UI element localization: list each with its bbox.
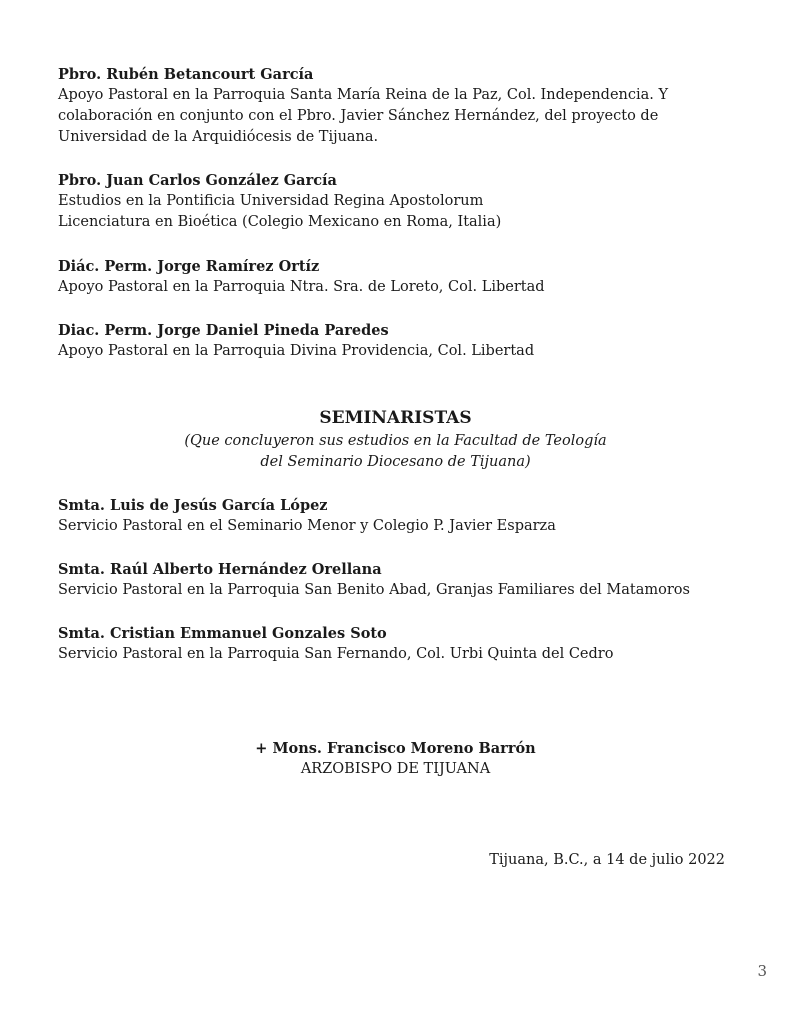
- entry-name: Pbro. Rubén Betancourt García: [58, 66, 314, 83]
- entry-name: Diác. Perm. Jorge Ramírez Ortíz: [58, 258, 320, 275]
- seminarian-entry-3: [58, 623, 738, 665]
- entry-description-line: Apoyo Pastoral en la Parroquia Santa María Reina de la Paz, Col. Independencia. Y: [58, 87, 669, 103]
- signature-block: [0, 738, 791, 780]
- entry-description-line: colaboración en conjunto con el Pbro. Javier Sánchez Hernández, del proyecto de: [58, 108, 659, 124]
- signature-title: ARZOBISPO DE TIJUANA: [300, 761, 491, 777]
- entry-description-line: Servicio Pastoral en la Parroquia San Fernando, Col. Urbi Quinta del Cedro: [58, 646, 614, 662]
- clergy-entry-3: [58, 256, 738, 298]
- page-number: 3: [757, 962, 767, 980]
- clergy-entry-1: [58, 64, 738, 148]
- entry-name: Smta. Cristian Emmanuel Gonzales Soto: [58, 625, 387, 642]
- section-title-seminaristas: SEMINARISTAS: [319, 408, 472, 428]
- signature-name: + Mons. Francisco Moreno Barrón: [255, 740, 536, 757]
- entry-name: Diac. Perm. Jorge Daniel Pineda Paredes: [58, 322, 389, 339]
- entry-description-line: Servicio Pastoral en la Parroquia San Benito Abad, Granjas Familiares del Matamoros: [58, 582, 690, 598]
- entry-description-line: Apoyo Pastoral en la Parroquia Ntra. Sra. de Loreto, Col. Libertad: [58, 279, 545, 295]
- entry-name: Pbro. Juan Carlos González García: [58, 172, 337, 189]
- seminarian-entry-2: [58, 559, 738, 601]
- entry-description-line: Servicio Pastoral en el Seminario Menor y Colegio P. Javier Esparza: [58, 518, 556, 534]
- section-subtitle: [0, 431, 791, 473]
- clergy-entry-2: [58, 170, 738, 233]
- seminarian-entry-1: [58, 495, 738, 537]
- document-date: Tijuana, B.C., a 14 de julio 2022: [489, 852, 725, 868]
- entry-description-line: Universidad de la Arquidiócesis de Tijuana.: [58, 129, 379, 145]
- clergy-entry-4: [58, 320, 738, 362]
- entry-name: Smta. Raúl Alberto Hernández Orellana: [58, 561, 382, 578]
- section-subtitle-line: del Seminario Diocesano de Tijuana): [260, 454, 531, 470]
- entry-description-line: Licenciatura en Bioética (Colegio Mexicano en Roma, Italia): [58, 214, 502, 230]
- entry-description-line: Apoyo Pastoral en la Parroquia Divina Providencia, Col. Libertad: [58, 343, 535, 359]
- section-subtitle-line: (Que concluyeron sus estudios en la Facultad de Teología: [184, 433, 607, 449]
- entry-description-line: Estudios en la Pontificia Universidad Regina Apostolorum: [58, 193, 484, 209]
- entry-name: Smta. Luis de Jesús García López: [58, 497, 328, 514]
